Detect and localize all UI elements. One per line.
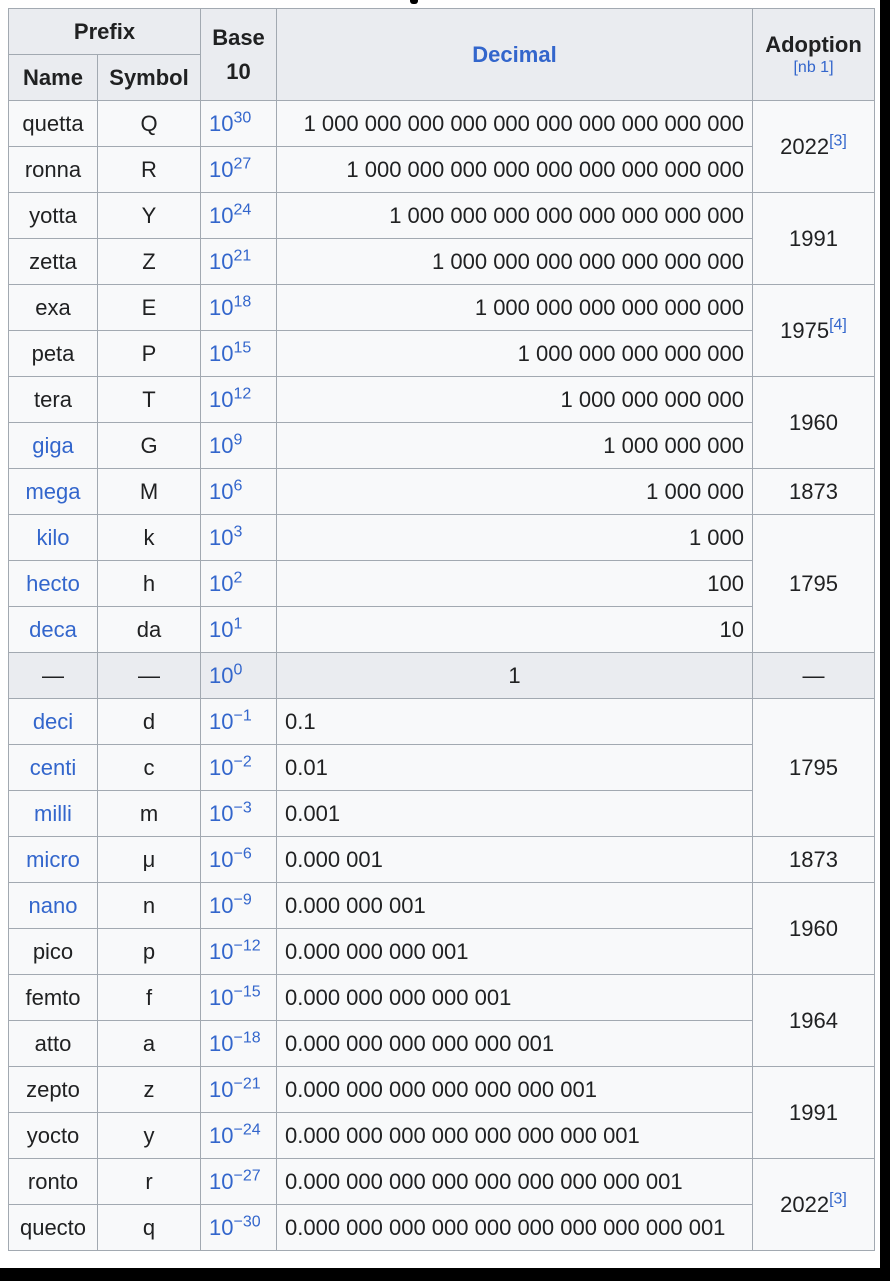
adoption-year: — [802, 662, 825, 688]
table-row [9, 791, 875, 837]
table-row [9, 1067, 875, 1113]
prefix-symbol-cell: q [98, 1205, 201, 1251]
power-cell[interactable] [201, 1205, 277, 1251]
power-base[interactable]: 10 [209, 202, 234, 228]
prefix-name: — [42, 662, 64, 688]
decimal-value-cell: 1 000 000 [277, 469, 753, 515]
power-cell[interactable] [201, 745, 277, 791]
power-base[interactable]: 10 [209, 1122, 234, 1148]
decimal-value-cell: 1 000 000 000 000 000 000 000 000 [277, 193, 753, 239]
power-exponent[interactable]: −12 [233, 937, 261, 955]
power-of-ten-link[interactable] [209, 985, 261, 1010]
table-row [9, 377, 875, 423]
adoption-note-link[interactable]: [nb 1] [793, 58, 834, 76]
table-row [9, 423, 875, 469]
power-cell[interactable] [201, 1159, 277, 1205]
decimal-value-cell: 0.000 000 000 000 000 001 [277, 1021, 753, 1067]
adoption-year-cell [753, 469, 875, 515]
adoption-year-cell [753, 1159, 875, 1251]
power-of-ten-link[interactable] [209, 709, 252, 734]
power-base[interactable]: 10 [209, 846, 234, 872]
power-base[interactable]: 10 [209, 340, 234, 366]
power-of-ten-link[interactable] [209, 801, 252, 826]
decimal-value-cell: 1 000 000 000 [277, 423, 753, 469]
prefix-symbol-cell: Q [98, 101, 201, 147]
adoption-year: 1960 [789, 409, 838, 435]
adoption-year-cell [753, 1067, 875, 1159]
prefix-name: yotta [29, 202, 77, 228]
table-row [9, 883, 875, 929]
prefix-name-cell[interactable] [9, 699, 98, 745]
prefix-name-cell [9, 285, 98, 331]
power-cell[interactable] [201, 791, 277, 837]
adoption-year: 1795 [789, 754, 838, 780]
prefix-name-cell [9, 239, 98, 285]
prefix-name-cell[interactable] [9, 423, 98, 469]
prefix-symbol-cell: m [98, 791, 201, 837]
prefix-name-cell[interactable] [9, 837, 98, 883]
power-exponent[interactable]: −24 [233, 1121, 261, 1139]
table-row [9, 239, 875, 285]
table-row [9, 515, 875, 561]
prefix-symbol-cell: n [98, 883, 201, 929]
clipped-caption-fragment [410, 0, 418, 4]
power-base[interactable]: 10 [209, 984, 234, 1010]
prefix-symbol-cell: E [98, 285, 201, 331]
prefix-name-link[interactable]: micro [26, 846, 80, 872]
prefix-name: yocto [26, 1122, 80, 1148]
power-of-ten-link[interactable] [209, 893, 252, 918]
power-base[interactable]: 10 [209, 754, 234, 780]
table-row [9, 699, 875, 745]
power-of-ten-link[interactable] [209, 387, 251, 412]
decimal-value-cell: 1 000 000 000 000 000 000 000 000 000 000 [277, 101, 753, 147]
decimal-header[interactable] [277, 9, 753, 101]
power-cell[interactable] [201, 607, 277, 653]
decimal-value-cell: 1 000 000 000 000 000 000 000 [277, 239, 753, 285]
decimal-link[interactable]: Decimal [472, 41, 557, 67]
power-base[interactable]: 10 [209, 708, 234, 734]
prefix-name-link[interactable]: deca [29, 616, 77, 642]
power-of-ten-link[interactable] [209, 525, 242, 550]
prefix-symbol-cell: Z [98, 239, 201, 285]
adoption-year-cell [753, 837, 875, 883]
prefix-name-cell [9, 377, 98, 423]
power-base[interactable]: 10 [209, 892, 234, 918]
power-exponent[interactable]: −2 [233, 753, 252, 771]
power-base[interactable]: 10 [209, 248, 234, 274]
prefix-name-cell [9, 331, 98, 377]
power-of-ten-link[interactable] [209, 939, 261, 964]
prefix-name-cell[interactable] [9, 561, 98, 607]
prefix-name: quetta [22, 110, 84, 136]
prefix-header: Prefix [9, 9, 201, 55]
prefix-symbol-cell: μ [98, 837, 201, 883]
prefix-name-cell [9, 1159, 98, 1205]
power-base[interactable]: 10 [209, 1030, 234, 1056]
adoption-year-cell [753, 653, 875, 699]
prefix-symbol-cell: P [98, 331, 201, 377]
power-cell[interactable] [201, 239, 277, 285]
power-cell[interactable] [201, 1067, 277, 1113]
adoption-year: 2022 [780, 133, 830, 159]
power-cell[interactable] [201, 561, 277, 607]
power-of-ten-link[interactable] [209, 1169, 261, 1194]
power-exponent[interactable]: 21 [233, 247, 252, 265]
power-cell[interactable] [201, 929, 277, 975]
power-of-ten-link[interactable] [209, 479, 242, 504]
power-of-ten-link[interactable] [209, 1077, 261, 1102]
power-exponent[interactable]: 27 [233, 155, 252, 173]
base10-header-line2: 10 [226, 58, 251, 84]
power-cell[interactable] [201, 515, 277, 561]
power-cell[interactable] [201, 653, 277, 699]
prefix-name: tera [34, 386, 72, 412]
adoption-year: 1873 [789, 478, 838, 504]
power-base[interactable]: 10 [209, 1214, 234, 1240]
table-row [9, 745, 875, 791]
prefix-symbol-cell: h [98, 561, 201, 607]
power-exponent[interactable]: −15 [233, 983, 261, 1001]
power-of-ten-link[interactable] [209, 1123, 261, 1148]
si-prefix-table [8, 8, 875, 1251]
prefix-name-cell[interactable] [9, 607, 98, 653]
prefix-name: quecto [19, 1214, 87, 1240]
decimal-value-cell: 100 [277, 561, 753, 607]
adoption-year-cell [753, 975, 875, 1067]
name-header: Name [9, 55, 98, 101]
prefix-name: peta [31, 340, 75, 366]
adoption-year: 1975 [780, 317, 830, 343]
decimal-value-cell: 0.000 000 000 000 000 000 000 001 [277, 1113, 753, 1159]
adoption-year: 1960 [789, 915, 838, 941]
power-cell[interactable] [201, 101, 277, 147]
table-row [9, 607, 875, 653]
prefix-name: pico [32, 938, 74, 964]
decimal-value-cell: 0.000 000 000 000 000 000 001 [277, 1067, 753, 1113]
prefix-name-cell [9, 101, 98, 147]
power-base[interactable]: 10 [209, 938, 234, 964]
adoption-header [753, 9, 875, 101]
power-cell[interactable] [201, 469, 277, 515]
table-row [9, 331, 875, 377]
prefix-symbol-cell: d [98, 699, 201, 745]
power-of-ten-link[interactable] [209, 111, 251, 136]
prefix-name-cell [9, 193, 98, 239]
prefix-name-cell[interactable] [9, 469, 98, 515]
power-base[interactable]: 10 [209, 1076, 234, 1102]
prefix-name-link[interactable]: deci [32, 708, 74, 734]
decimal-value-cell: 0.01 [277, 745, 753, 791]
table-row [9, 1113, 875, 1159]
power-cell[interactable] [201, 331, 277, 377]
table-row [9, 1205, 875, 1251]
power-of-ten-link[interactable] [209, 1031, 261, 1056]
prefix-symbol-cell: da [98, 607, 201, 653]
power-exponent[interactable]: 9 [233, 431, 243, 449]
power-of-ten-link[interactable] [209, 157, 251, 182]
decimal-value-cell: 0.000 000 000 000 000 000 000 000 001 [277, 1159, 753, 1205]
power-cell[interactable] [201, 699, 277, 745]
prefix-name: zetta [29, 248, 77, 274]
prefix-name-link[interactable]: hecto [26, 570, 80, 596]
prefix-name-cell[interactable] [9, 515, 98, 561]
power-exponent[interactable]: −6 [233, 845, 252, 863]
decimal-value-cell: 0.000 000 000 000 000 000 000 000 000 001 [277, 1205, 753, 1251]
power-cell[interactable] [201, 147, 277, 193]
power-base[interactable]: 10 [209, 524, 234, 550]
power-cell[interactable] [201, 423, 277, 469]
prefix-name: atto [34, 1030, 72, 1056]
power-base[interactable]: 10 [209, 616, 234, 642]
power-exponent[interactable]: 0 [233, 661, 243, 679]
prefix-name-link[interactable]: mega [25, 478, 81, 504]
power-of-ten-link[interactable] [209, 847, 252, 872]
decimal-value-cell: 1 000 000 000 000 [277, 377, 753, 423]
symbol-header: Symbol [98, 55, 201, 101]
power-exponent[interactable]: 3 [233, 523, 243, 541]
prefix-symbol-cell: G [98, 423, 201, 469]
adoption-year-cell [753, 101, 875, 193]
power-cell[interactable] [201, 285, 277, 331]
prefix-name-cell [9, 147, 98, 193]
prefix-name-cell[interactable] [9, 745, 98, 791]
frame-bottom-edge [0, 1268, 890, 1281]
power-exponent[interactable]: 12 [233, 385, 252, 403]
adoption-year-cell [753, 883, 875, 975]
table-row [9, 561, 875, 607]
prefix-name: ronto [27, 1168, 79, 1194]
adoption-year-cell [753, 699, 875, 837]
decimal-value-cell: 0.001 [277, 791, 753, 837]
adoption-year: 1873 [789, 846, 838, 872]
prefix-name-cell [9, 1021, 98, 1067]
prefix-symbol-cell: M [98, 469, 201, 515]
prefix-name-link[interactable]: nano [28, 892, 78, 918]
power-exponent[interactable]: 15 [233, 339, 252, 357]
adoption-year: 1991 [789, 1099, 838, 1125]
power-of-ten-link[interactable] [209, 617, 242, 642]
power-exponent[interactable]: −21 [233, 1075, 261, 1093]
prefix-name-cell [9, 975, 98, 1021]
prefix-name: ronna [24, 156, 82, 182]
decimal-value-cell: 1 000 000 000 000 000 000 000 000 000 [277, 147, 753, 193]
frame-right-edge [880, 0, 890, 1281]
base10-header-line1: Base [212, 24, 265, 50]
prefix-symbol-cell: R [98, 147, 201, 193]
table-row [9, 193, 875, 239]
table-row [9, 285, 875, 331]
prefix-symbol-cell: T [98, 377, 201, 423]
decimal-value-cell: 1 [277, 653, 753, 699]
decimal-value-cell: 1 000 000 000 000 000 000 [277, 285, 753, 331]
adoption-year-cell [753, 377, 875, 469]
power-of-ten-link[interactable] [209, 249, 251, 274]
power-cell[interactable] [201, 1021, 277, 1067]
prefix-name-link[interactable]: milli [34, 800, 72, 826]
adoption-year-cell [753, 285, 875, 377]
power-of-ten-link[interactable] [209, 341, 251, 366]
power-exponent[interactable]: −30 [233, 1213, 261, 1231]
decimal-value-cell: 1 000 [277, 515, 753, 561]
decimal-value-cell: 0.1 [277, 699, 753, 745]
table-row [9, 147, 875, 193]
citation-link[interactable]: [3] [829, 1190, 847, 1208]
adoption-year: 1964 [789, 1007, 838, 1033]
prefix-name-link[interactable]: kilo [36, 524, 70, 550]
power-exponent[interactable]: 2 [233, 569, 243, 587]
power-base[interactable]: 10 [209, 294, 234, 320]
power-exponent[interactable]: −1 [233, 707, 252, 725]
power-exponent[interactable]: 24 [233, 201, 252, 219]
power-cell[interactable] [201, 975, 277, 1021]
prefix-symbol-cell: k [98, 515, 201, 561]
prefix-name-cell [9, 929, 98, 975]
power-of-ten-link[interactable] [209, 755, 252, 780]
power-cell[interactable] [201, 377, 277, 423]
power-of-ten-link[interactable] [209, 571, 242, 596]
prefix-table-body [9, 101, 875, 1251]
prefix-name: zepto [26, 1076, 80, 1102]
prefix-symbol-cell: z [98, 1067, 201, 1113]
table-row [9, 1021, 875, 1067]
power-base[interactable]: 10 [209, 432, 234, 458]
power-base[interactable]: 10 [209, 1168, 234, 1194]
power-exponent[interactable]: 30 [233, 109, 252, 127]
adoption-year: 1991 [789, 225, 838, 251]
adoption-year: 1795 [789, 570, 838, 596]
table-row [9, 975, 875, 1021]
power-cell[interactable] [201, 193, 277, 239]
power-exponent[interactable]: 6 [233, 477, 243, 495]
decimal-value-cell: 0.000 000 000 000 001 [277, 975, 753, 1021]
prefix-symbol-cell: Y [98, 193, 201, 239]
prefix-symbol-cell: c [98, 745, 201, 791]
power-of-ten-link[interactable] [209, 663, 242, 688]
table-row [9, 837, 875, 883]
power-cell[interactable] [201, 1113, 277, 1159]
adoption-year: 2022 [780, 1191, 830, 1217]
prefix-name: femto [25, 984, 81, 1010]
prefix-name-cell [9, 653, 98, 699]
table-row [9, 653, 875, 699]
power-exponent[interactable]: −27 [233, 1167, 261, 1185]
prefix-name-cell [9, 1067, 98, 1113]
power-exponent[interactable]: 1 [233, 615, 243, 633]
prefix-symbol-cell: a [98, 1021, 201, 1067]
power-of-ten-link[interactable] [209, 203, 251, 228]
power-exponent[interactable]: −18 [233, 1029, 261, 1047]
power-base[interactable]: 10 [209, 110, 234, 136]
decimal-value-cell: 0.000 000 001 [277, 883, 753, 929]
power-of-ten-link[interactable] [209, 295, 251, 320]
decimal-value-cell: 0.000 001 [277, 837, 753, 883]
prefix-symbol-cell: p [98, 929, 201, 975]
prefix-name: exa [35, 294, 71, 320]
page-top-edge [0, 0, 890, 8]
prefix-name-cell [9, 1205, 98, 1251]
power-of-ten-link[interactable] [209, 433, 242, 458]
power-exponent[interactable]: −3 [233, 799, 252, 817]
table-row [9, 101, 875, 147]
prefix-name-cell[interactable] [9, 883, 98, 929]
prefix-symbol-cell: y [98, 1113, 201, 1159]
decimal-value-cell: 1 000 000 000 000 000 [277, 331, 753, 377]
base10-header [201, 9, 277, 101]
decimal-value-cell: 10 [277, 607, 753, 653]
decimal-value-cell: 0.000 000 000 001 [277, 929, 753, 975]
adoption-year-cell [753, 515, 875, 653]
power-exponent[interactable]: −9 [233, 891, 252, 909]
power-exponent[interactable]: 18 [233, 293, 252, 311]
power-cell[interactable] [201, 837, 277, 883]
prefix-name-link[interactable]: centi [29, 754, 77, 780]
adoption-year-cell [753, 193, 875, 285]
power-base[interactable]: 10 [209, 800, 234, 826]
citation-link[interactable]: [3] [829, 132, 847, 150]
power-base[interactable]: 10 [209, 478, 234, 504]
table-row [9, 469, 875, 515]
table-row [9, 1159, 875, 1205]
citation-link[interactable]: [4] [829, 316, 847, 334]
power-base[interactable]: 10 [209, 156, 234, 182]
prefix-symbol-cell: r [98, 1159, 201, 1205]
prefix-name-link[interactable]: giga [32, 432, 74, 458]
prefix-name-cell [9, 1113, 98, 1159]
power-base[interactable]: 10 [209, 662, 234, 688]
power-base[interactable]: 10 [209, 570, 234, 596]
table-row [9, 929, 875, 975]
prefix-symbol-cell: f [98, 975, 201, 1021]
adoption-header-label: Adoption [765, 31, 862, 57]
prefix-symbol-cell: — [98, 653, 201, 699]
power-of-ten-link[interactable] [209, 1215, 261, 1240]
power-cell[interactable] [201, 883, 277, 929]
power-base[interactable]: 10 [209, 386, 234, 412]
prefix-name-cell[interactable] [9, 791, 98, 837]
